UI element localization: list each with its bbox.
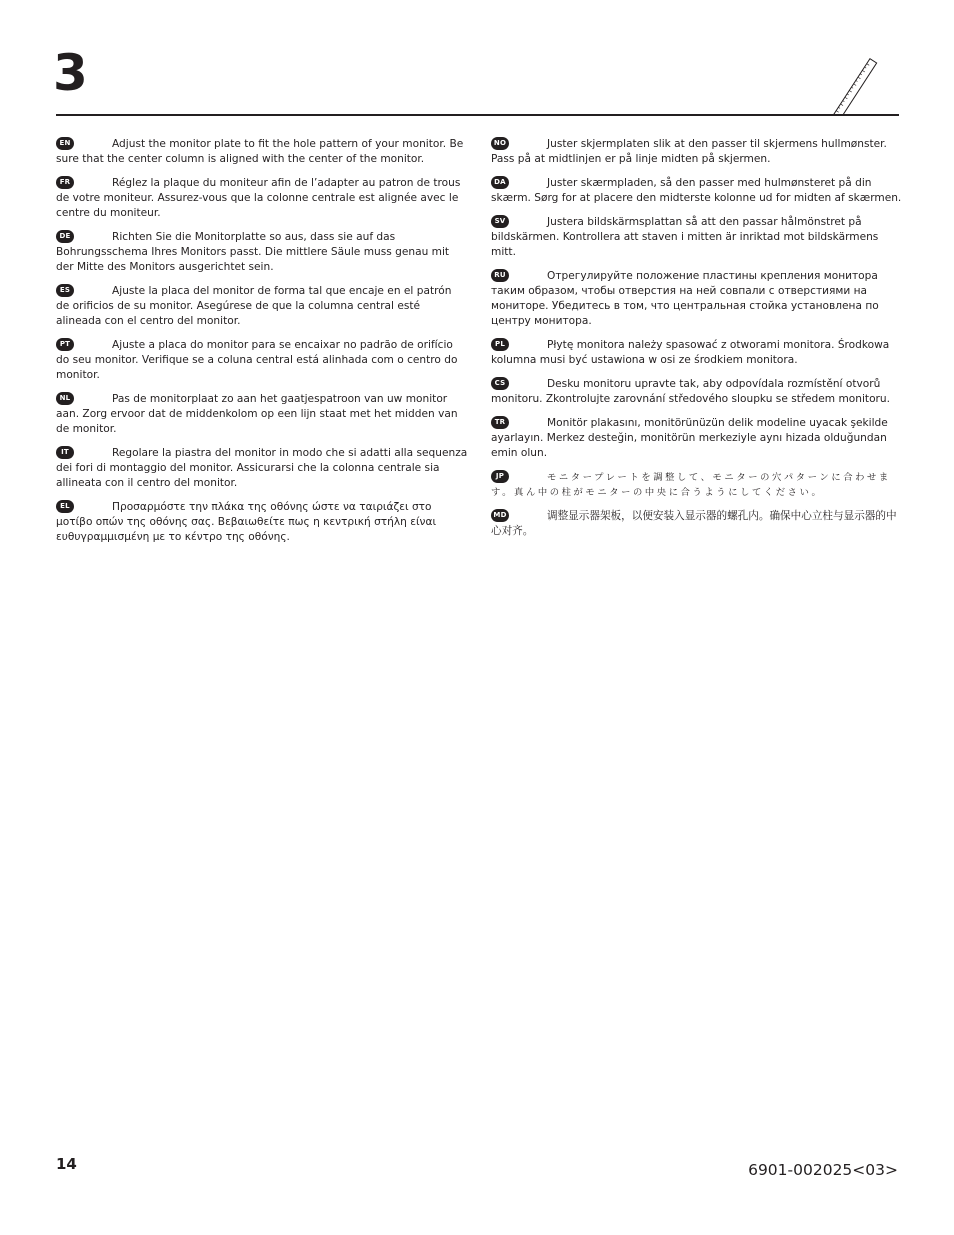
instruction-de xyxy=(56,230,468,275)
instruction-fr xyxy=(56,176,468,221)
instruction-text-pt: Ajuste a placa do monitor para se encaixar no padrão de orifício do seu monitor. Verifique se a coluna central está alinhada com o centro do monitor. xyxy=(56,339,458,381)
instruction-pl xyxy=(491,338,903,368)
instruction-no xyxy=(491,137,903,167)
language-badge-de: DE xyxy=(56,230,74,243)
instruction-es xyxy=(56,284,468,329)
language-badge-sv: SV xyxy=(491,215,509,228)
instruction-nl xyxy=(56,392,468,437)
language-badge-el: EL xyxy=(56,500,74,513)
instructions-left-column xyxy=(56,137,468,554)
language-badge-tr: TR xyxy=(491,416,509,429)
instruction-ru xyxy=(491,269,903,329)
language-badge-nl: NL xyxy=(56,392,74,405)
instruction-it xyxy=(56,446,468,491)
instruction-text-en: Adjust the monitor plate to fit the hole pattern of your monitor. Be sure that the center column is aligned with the center of the monitor. xyxy=(56,138,464,165)
instruction-cs xyxy=(491,377,903,407)
language-badge-no: NO xyxy=(491,137,509,150)
instruction-text-ru: Отрегулируйте положение пластины крепления монитора таким образом, чтобы отверстия на ней совпали с отверстиями на мониторе. Убедитесь в том, что центральная стойка установлена по центру монитора. xyxy=(491,270,879,327)
language-badge-da: DA xyxy=(491,176,509,189)
language-badge-cs: CS xyxy=(491,377,509,390)
language-badge-es: ES xyxy=(56,284,74,297)
instruction-text-es: Ajuste la placa del monitor de forma tal que encaje en el patrón de orificios de su monitor. Asegúrese de que la columna central esté alineada con el centro del monitor. xyxy=(56,285,452,327)
instruction-text-jp: モニタープレートを調整して、モニターの穴パターンに合わせます。真ん中の柱がモニターの中央に合うようにしてください。 xyxy=(491,472,891,498)
instruction-text-tr: Monitör plakasını, monitörünüzün delik modeline uyacak şekilde ayarlayın. Merkez desteğin, monitörün merkeziyle aynı hizada olduğundan emin olun. xyxy=(491,417,888,459)
instruction-en xyxy=(56,137,468,167)
language-badge-pt: PT xyxy=(56,338,74,351)
instruction-text-md: 调整显示器架板，以便安装入显示器的螺孔内。确保中心立柱与显示器的中心对齐。 xyxy=(491,510,897,537)
instruction-text-nl: Pas de monitorplaat zo aan het gaatjespatroon van uw monitor aan. Zorg ervoor dat de middenkolom op een lijn staat met het midden van de monitor. xyxy=(56,393,458,435)
instruction-da xyxy=(491,176,903,206)
instruction-text-pl: Płytę monitora należy spasować z otworami monitora. Środkowa kolumna musi być ustawiona w osi ze środkiem monitora. xyxy=(491,339,890,366)
instruction-sv xyxy=(491,215,903,260)
ruler-icon xyxy=(828,56,878,116)
language-badge-pl: PL xyxy=(491,338,509,351)
language-badge-it: IT xyxy=(56,446,74,459)
instruction-text-cs: Desku monitoru upravte tak, aby odpovídala rozmístění otvorů monitoru. Zkontrolujte zarovnání středového sloupku se středem monitoru. xyxy=(491,378,890,405)
instruction-text-el: Προσαρμόστε την πλάκα της οθόνης ώστε να ταιριάζει στο μοτίβο οπών της οθόνης σας. Βεβαιωθείτε πως η κεντρική στήλη είναι ευθυγραμμισμένη με το κέντρο της οθόνης. xyxy=(56,501,437,543)
instruction-text-it: Regolare la piastra del monitor in modo che si adatti alla sequenza dei fori di montaggio del monitor. Assicurarsi che la colonna centrale sia allineata con il centro del monitor. xyxy=(56,447,468,489)
instruction-el xyxy=(56,500,468,545)
language-badge-md: MD xyxy=(491,509,509,522)
page-number: 14 xyxy=(56,1155,77,1173)
instruction-text-da: Juster skærmpladen, så den passer med hulmønsteret på din skærm. Sørg for at placere den midterste kolonne ud for midten af skærmen. xyxy=(491,177,902,204)
language-badge-jp: JP xyxy=(491,470,509,483)
instruction-tr xyxy=(491,416,903,461)
document-number: 6901-002025<03> xyxy=(748,1161,898,1179)
instruction-text-de: Richten Sie die Monitorplatte so aus, dass sie auf das Bohrungsschema Ihres Monitors passt. Die mittlere Säule muss genau mit der Mitte des Monitors ausgerichtet sein. xyxy=(56,231,450,273)
step-number: 3 xyxy=(53,44,88,102)
language-badge-en: EN xyxy=(56,137,74,150)
instructions-right-column xyxy=(491,137,903,548)
instruction-text-fr: Réglez la plaque du moniteur afin de l’adapter au patron de trous de votre moniteur. Assurez-vous que la colonne centrale est alignée avec le centre du moniteur. xyxy=(56,177,461,219)
instruction-text-sv: Justera bildskärmsplattan så att den passar hålmönstret på bildskärmen. Kontrollera att staven i mitten är inriktad mot bildskärmens mitt. xyxy=(491,216,879,258)
language-badge-ru: RU xyxy=(491,269,509,282)
instruction-jp xyxy=(491,470,903,500)
instruction-text-no: Juster skjermplaten slik at den passer til skjermens hullmønster. Pass på at midtlinjen er på linje midten på skjermen. xyxy=(491,138,887,165)
instruction-md xyxy=(491,509,903,539)
instruction-pt xyxy=(56,338,468,383)
language-badge-fr: FR xyxy=(56,176,74,189)
header-divider xyxy=(56,114,899,116)
